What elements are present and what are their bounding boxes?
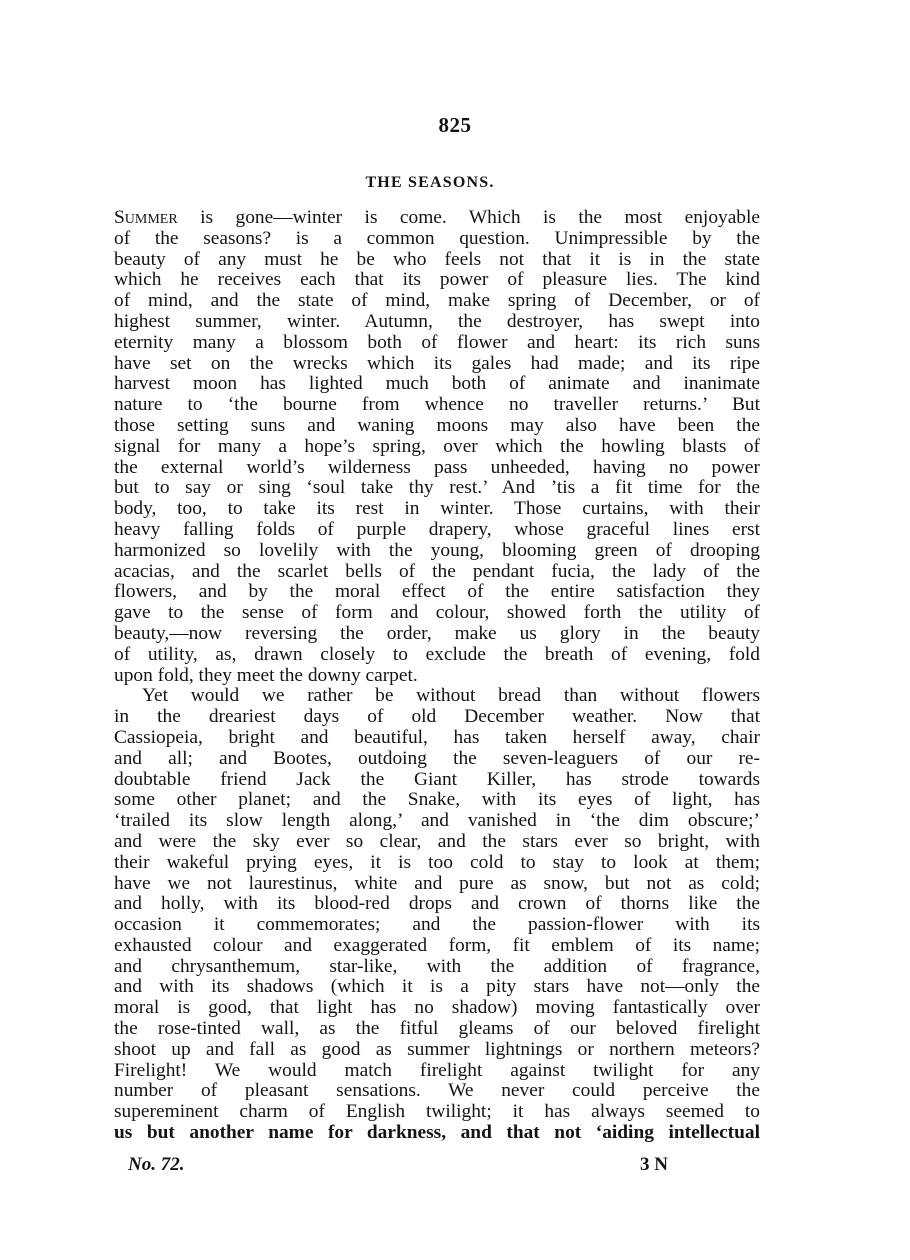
text-line: Firelight! We would match firelight against twilight for any <box>114 1059 760 1081</box>
text-line: us but another name for darkness, and that not ‘aiding intellectual <box>114 1122 760 1144</box>
text-line: highest summer, winter. Autumn, the destroyer, has swept into <box>114 310 760 332</box>
text-line: beauty of any must he be who feels not that it is in the state <box>114 248 760 270</box>
text-line: harvest moon has lighted much both of animate and inanimate <box>114 373 760 395</box>
text-line: and were the sky ever so clear, and the stars ever so bright, with <box>114 830 760 852</box>
text-line: their wakeful prying eyes, it is too cold to stay to look at them; <box>114 851 760 873</box>
text-line: Cassiopeia, bright and beautiful, has taken herself away, chair <box>114 726 760 748</box>
text-line: of the seasons? is a common question. Unimpressible by the <box>114 227 760 249</box>
page-title: THE SEASONS. <box>365 174 495 191</box>
text-line <box>114 208 760 229</box>
text-line: signal for many a hope’s spring, over which the howling blasts of <box>114 435 760 457</box>
first-word: Summer <box>114 207 178 228</box>
text-line: moral is good, that light has no shadow) moving fantastically over <box>114 997 760 1019</box>
text-line: upon fold, they meet the downy carpet. <box>114 664 418 686</box>
text-line: occasion it commemorates; and the passion-flower with its <box>114 914 760 936</box>
text-line: shoot up and fall as good as summer lightnings or northern meteors? <box>114 1038 760 1060</box>
text-line: number of pleasant sensations. We never could perceive the <box>114 1080 760 1102</box>
text-line: doubtable friend Jack the Giant Killer, has strode towards <box>114 768 760 790</box>
text-line: gave to the sense of form and colour, showed forth the utility of <box>114 602 760 624</box>
text-line: harmonized so lovelily with the young, blooming green of drooping <box>114 539 760 561</box>
text-line: acacias, and the scarlet bells of the pendant fucia, the lady of the <box>114 560 760 582</box>
text-line: and holly, with its blood-red drops and crown of thorns like the <box>114 893 760 915</box>
text-line: in the dreariest days of old December weather. Now that <box>114 706 760 728</box>
text-line: have set on the wrecks which its gales had made; and its ripe <box>114 352 760 374</box>
text-line: body, too, to take its rest in winter. Those curtains, with their <box>114 498 760 520</box>
text-line: but to say or sing ‘soul take thy rest.’ And ’tis a fit time for the <box>114 477 760 499</box>
text-line: ‘trailed its slow length along,’ and vanished in ‘the dim obscure;’ <box>114 810 760 832</box>
text-line: which he receives each that its power of pleasure lies. The kind <box>114 269 760 291</box>
text-line: of mind, and the state of mind, make spring of December, or of <box>114 290 760 312</box>
text-line: heavy falling folds of purple drapery, whose graceful lines erst <box>114 518 760 540</box>
text-line: and all; and Bootes, outdoing the seven-leaguers of our re- <box>114 747 760 769</box>
page-footer <box>0 1154 910 1180</box>
issue-number: No. 72. <box>128 1154 185 1175</box>
paragraph-2 <box>114 686 760 1144</box>
text-line: the rose-tinted wall, as the fitful gleams of our beloved firelight <box>114 1018 760 1040</box>
text-line: have we not laurestinus, white and pure as snow, but not as cold; <box>114 872 760 894</box>
text-line: supereminent charm of English twilight; it has always seemed to <box>114 1101 760 1123</box>
text-line: some other planet; and the Snake, with its eyes of light, has <box>114 789 760 811</box>
text-line: nature to ‘the bourne from whence no traveller returns.’ But <box>114 394 760 416</box>
text-line: flowers, and by the moral effect of the entire satisfaction they <box>114 581 760 603</box>
paragraph-1 <box>114 229 760 687</box>
text-line: those setting suns and waning moons may also have been the <box>114 414 760 436</box>
text-line: the external world’s wilderness pass unheeded, having no power <box>114 456 760 478</box>
text-line: Yet would we rather be without bread than without flowers <box>142 685 760 707</box>
text-line: exhausted colour and exaggerated form, fit emblem of its name; <box>114 934 760 956</box>
text-line: and chrysanthemum, star-like, with the addition of fragrance, <box>114 955 760 977</box>
body-text <box>114 208 760 1144</box>
printer-signature: 3 N <box>640 1154 668 1175</box>
text-line: beauty,—now reversing the order, make us glory in the beauty <box>114 622 760 644</box>
text-line: eternity many a blossom both of flower and heart: its rich suns <box>114 331 760 353</box>
text-line: of utility, as, drawn closely to exclude the breath of evening, fold <box>114 643 760 665</box>
first-line-rest: is gone—winter is come. Which is the most enjoyable <box>177 207 760 228</box>
text-line: and with its shadows (which it is a pity stars have not—only the <box>114 976 760 998</box>
page-number: 825 <box>438 113 472 137</box>
